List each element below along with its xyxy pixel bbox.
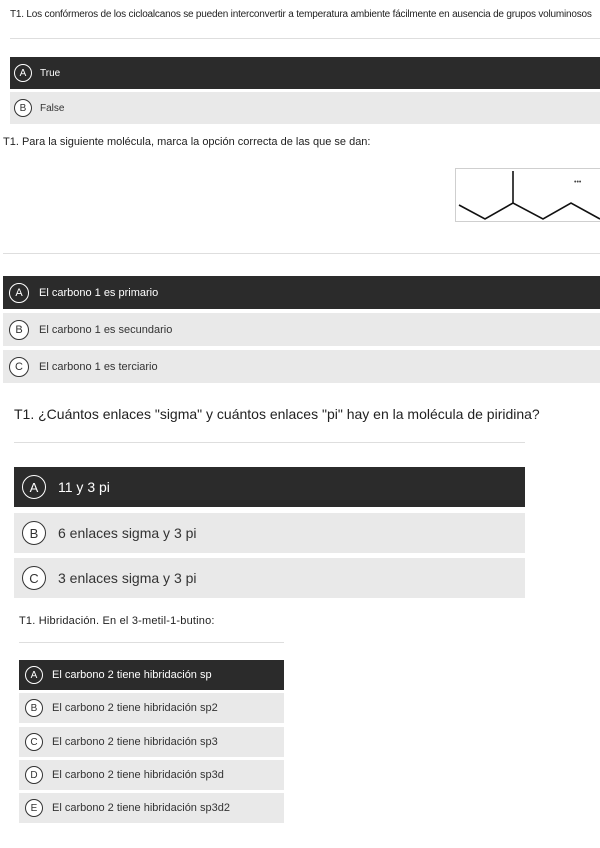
option-letter-c: C xyxy=(25,733,43,751)
q1-option-a[interactable] xyxy=(10,57,600,89)
more-options-icon[interactable]: ••• xyxy=(574,179,582,186)
option-label: El carbono 1 es primario xyxy=(39,286,159,299)
question-2-divider xyxy=(3,253,600,254)
option-letter-b: B xyxy=(14,99,32,117)
option-letter-a: A xyxy=(25,666,43,684)
question-3-text: T1. ¿Cuántos enlaces "sigma" y cuántos enlaces "pi" hay en la molécula de piridina? xyxy=(14,406,540,422)
question-2-text: T1. Para la siguiente molécula, marca la opción correcta de las que se dan: xyxy=(3,136,371,148)
option-letter-e: E xyxy=(25,799,43,817)
option-letter-b: B xyxy=(9,320,29,340)
q1-option-b[interactable] xyxy=(10,92,600,124)
option-label: True xyxy=(40,67,61,79)
q3-option-c[interactable] xyxy=(14,558,525,598)
option-label: El carbono 2 tiene hibridación sp xyxy=(52,669,212,681)
molecule-structure-image xyxy=(455,168,600,222)
option-letter-a: A xyxy=(14,64,32,82)
q4-option-e[interactable] xyxy=(19,793,284,823)
question-4-divider xyxy=(19,642,284,643)
option-letter-c: C xyxy=(22,566,46,590)
option-letter-a: A xyxy=(9,283,29,303)
option-label: False xyxy=(40,102,65,114)
question-3-divider xyxy=(14,442,525,443)
option-label: El carbono 2 tiene hibridación sp2 xyxy=(52,702,218,714)
option-letter-b: B xyxy=(25,699,43,717)
option-letter-d: D xyxy=(25,766,43,784)
q4-option-a[interactable] xyxy=(19,660,284,690)
option-label: El carbono 2 tiene hibridación sp3d2 xyxy=(52,802,230,814)
option-label: 3 enlaces sigma y 3 pi xyxy=(58,570,197,586)
q4-option-c[interactable] xyxy=(19,727,284,757)
option-label: 6 enlaces sigma y 3 pi xyxy=(58,525,197,541)
q2-option-b[interactable] xyxy=(3,313,600,346)
q4-option-d[interactable] xyxy=(19,760,284,790)
q4-option-b[interactable] xyxy=(19,693,284,723)
option-label: El carbono 1 es terciario xyxy=(39,360,158,373)
option-letter-a: A xyxy=(22,475,46,499)
skeletal-formula xyxy=(456,169,600,223)
option-label: El carbono 1 es secundario xyxy=(39,323,173,336)
q3-option-b[interactable] xyxy=(14,513,525,553)
option-label: 11 y 3 pi xyxy=(58,479,110,495)
question-4-text: T1. Hibridación. En el 3-metil-1-butino: xyxy=(19,615,215,627)
q3-option-a[interactable] xyxy=(14,467,525,507)
option-label: El carbono 2 tiene hibridación sp3 xyxy=(52,736,218,748)
q2-option-c[interactable] xyxy=(3,350,600,383)
q2-option-a[interactable] xyxy=(3,276,600,309)
question-1-divider xyxy=(10,38,600,39)
question-1-text: T1. Los confórmeros de los cicloalcanos se pueden interconvertir a temperatura ambiente fácilmente en ausencia de grupos voluminosos xyxy=(10,9,592,20)
option-letter-b: B xyxy=(22,521,46,545)
option-letter-c: C xyxy=(9,357,29,377)
option-label: El carbono 2 tiene hibridación sp3d xyxy=(52,769,224,781)
